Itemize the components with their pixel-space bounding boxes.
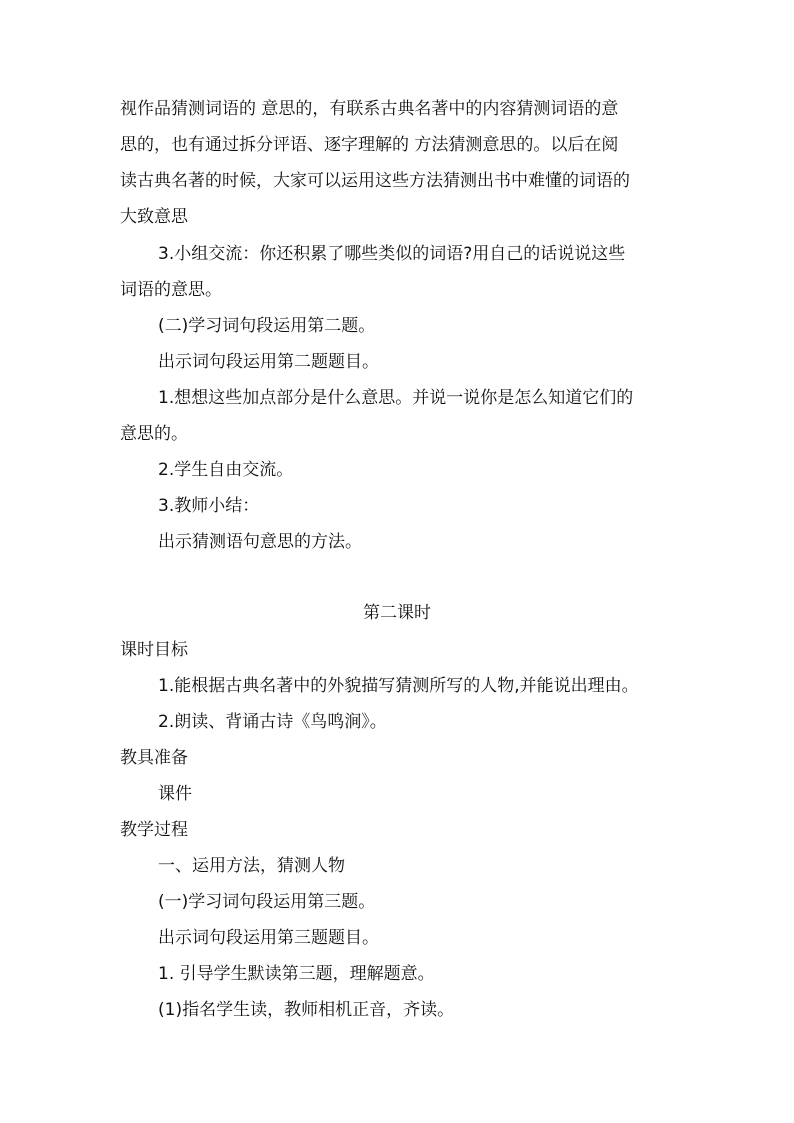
section-heading: 课时目标 — [120, 640, 188, 660]
section-heading: (二)学习词句段运用第二题。 — [158, 316, 376, 336]
text-line: 意思的。 — [120, 424, 188, 444]
text-line: 课件 — [158, 784, 192, 804]
section-heading: 教具准备 — [120, 748, 188, 768]
text-line: 词语的意思。 — [120, 280, 222, 300]
text-line: 2.学生自由交流。 — [158, 460, 294, 480]
text-line: 1.想想这些加点部分是什么意思。并说一说你是怎么知道它们的 — [158, 388, 634, 408]
text-line: 出示词句段运用第二题题目。 — [158, 352, 379, 372]
text-line: 1.能根据古典名著中的外貌描写猜测所写的人物,并能说出理由。 — [158, 676, 639, 696]
text-line: 1. 引导学生默读第三题，理解题意。 — [158, 964, 435, 984]
text-line: 2.朗读、背诵古诗《鸟鸣涧》。 — [158, 712, 387, 732]
text-line: 大致意思 — [120, 207, 188, 227]
section-heading: 教学过程 — [120, 820, 188, 840]
text-line: 出示词句段运用第三题题目。 — [158, 928, 379, 948]
text-line: 3.小组交流：你还积累了哪些类似的词语?用自己的话说说这些 — [158, 244, 626, 264]
section-heading: (一)学习词句段运用第三题。 — [158, 892, 376, 912]
text-line: 一、运用方法，猜测人物 — [158, 856, 345, 876]
text-line: 读古典名著的时候，大家可以运用这些方法猜测出书中难懂的词语的 — [120, 171, 630, 191]
text-line: 3.教师小结： — [158, 496, 260, 516]
text-line: 思的，也有通过拆分评语、逐字理解的 方法猜测意思的。以后在阅 — [120, 135, 619, 155]
text-line: 视作品猜测词语的 意思的，有联系古典名著中的内容猜测词语的意 — [120, 99, 619, 119]
text-line: 出示猜测语句意思的方法。 — [158, 532, 362, 552]
text-line: (1)指名学生读，教师相机正音，齐读。 — [158, 1000, 455, 1020]
lesson-title: 第二课时 — [363, 603, 431, 623]
